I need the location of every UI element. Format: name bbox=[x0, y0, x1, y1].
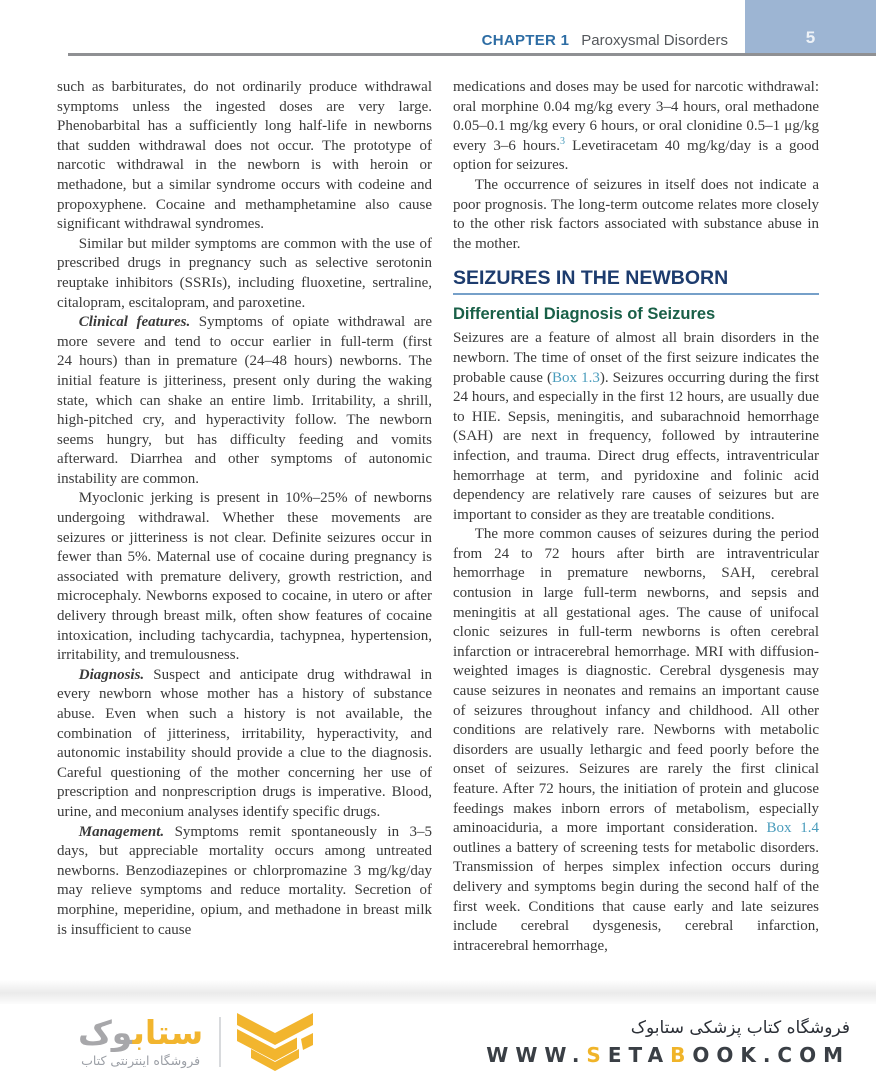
paragraph bbox=[57, 489, 432, 665]
subsection-heading: Differential Diagnosis of Seizures bbox=[453, 305, 716, 324]
paragraph bbox=[57, 666, 432, 823]
chapter-label: CHAPTER 1 bbox=[481, 32, 570, 49]
text-segment: Myoclonic jerking is present in 10%–25% of newborns undergoing withdrawal. Whether these movements are seizures or jitteriness is not clear. Definite seizures occur in fewer than 5%. Maternal use of cocaine during pregnancy is associated with premature delivery, growth restriction, and microcephaly. Newborns exposed to cocaine, in utero or after delivery through breast milk, often show features of cocaine intoxication, including tachycardia, tachypnea, hypertension, irritability, and tremulousness. bbox=[57, 490, 432, 664]
footer-store-info bbox=[486, 1018, 850, 1067]
section-heading: SEIZURES IN THE NEWBORN bbox=[453, 267, 819, 295]
paragraph bbox=[453, 329, 819, 525]
logo-divider bbox=[219, 1017, 221, 1067]
text-segment: outlines a battery of screening tests for metabolic disorders. Transmission of herpes simplex infection occurs during delivery and symptoms begin during the second half of the first week. Conditions that cause early and late seizures include cerebral dysgenesis, cerebral infarction, intracerebral hemorrhage, bbox=[453, 839, 819, 954]
text-segment: The more common causes of seizures during the period from 24 to 72 hours after birth are intraventricular hemorrhage in premature newborns, SAH, cerebral contusion in large full-term newborns, and sepsis and meningitis at all gestational ages. The cause of unifocal clonic seizures in full-term newborns is often cerebral infarction or intracerebral hemorrhage. MRI with diffusion-weighted images is diagnostic. Cerebral dysgenesis may cause seizures in neonates and remains an important cause of seizures throughout infancy and childhood. All other conditions are relatively rare. Newborns with metabolic disorders are usually lethargic and feed poorly before the onset of seizures. Seizures are rarely the first clinical feature. After 72 hours, the initiation of protein and glucose feedings makes inborn errors of metabolism, especially aminoaciduria, a more important consideration. bbox=[453, 526, 819, 837]
text-segment: Levetiracetam 40 mg/kg/day is a good option for seizures. bbox=[453, 137, 819, 174]
store-name-farsi: فروشگاه کتاب پزشکی ستابوک bbox=[630, 1017, 850, 1038]
page-number-box bbox=[745, 0, 876, 53]
text-segment: Symptoms of opiate withdrawal are more severe and tend to occur earlier in full-term (first 24 hours) than in premature (24–48 hours) newborns. The initial feature is jitteriness, present only during the waking state, which can shake an entire limb. Irritability, a shrill, high-pitched cry, and hyperactivity follow. The newborn seems hungry, but has difficulty feeding and vomits afterward. Diarrhea and other symptoms of autonomic instability are common. bbox=[57, 314, 432, 487]
paragraph bbox=[57, 235, 432, 313]
url-segment: OOK.COM bbox=[692, 1042, 850, 1067]
runin-heading: Clinical features. bbox=[78, 314, 191, 331]
cross-reference-link[interactable]: Box 1.4 bbox=[766, 820, 819, 837]
url-accent-b: B bbox=[670, 1042, 693, 1067]
text-segment: medications and doses may be used for narcotic withdrawal: oral morphine 0.04 mg/kg every 3–4 hours, oral methadone 0.05–0.1 mg/kg every 6 hours, or oral clonidine 0.5–1 μg/kg every 3–6 hours. bbox=[453, 79, 819, 154]
chevrons-icon bbox=[237, 1013, 313, 1071]
paragraph bbox=[57, 823, 432, 941]
website-url[interactable] bbox=[486, 1043, 850, 1067]
text-segment: ). Seizures occurring during the first 24 hours, and especially in the first 12 hours, are usually due to HIE. Sepsis, meningitis, and subarachnoid hemorrhage (SAH) are next in frequency, followed by intrauterine infection, and trauma. Direct drug effects, intraventricular hemorrhage at term, and pyridoxine and folinic acid dependency are relatively rare causes of seizures but are important to consider as they are treatable conditions. bbox=[453, 369, 819, 523]
paragraph bbox=[57, 313, 432, 489]
logo-tagline: فروشگاه اینترنتی کتاب bbox=[81, 1053, 201, 1068]
url-segment: WWW. bbox=[486, 1042, 587, 1067]
running-header bbox=[482, 32, 728, 49]
setabook-logo bbox=[78, 1013, 313, 1071]
text-segment: Seizures are a feature of almost all brain disorders in the newborn. The time of onset of the first seizure indicates the probable cause ( bbox=[453, 330, 819, 386]
cross-reference-link[interactable]: Box 1.3 bbox=[551, 369, 600, 386]
paragraph bbox=[453, 525, 819, 956]
logo-wordmark-end: وک bbox=[78, 1013, 133, 1052]
chapter-title: Paroxysmal Disorders bbox=[581, 32, 728, 49]
footer bbox=[0, 1004, 876, 1080]
logo-wordmark-main: ستاب bbox=[132, 1013, 204, 1052]
right-text-column bbox=[453, 78, 819, 1006]
url-accent-s: S bbox=[586, 1042, 608, 1067]
page-number: 5 bbox=[805, 28, 816, 47]
text-segment: Symptoms remit spontaneously in 3–5 days, but appreciable mortality occurs among untreated newborns. Benzodiazepines or chlorpromazine 3 mg/kg/day may relieve symptoms and reduce mortality. Secretion of morphine, meperidine, opium, and methadone in breast milk is insufficient to cause bbox=[57, 823, 432, 938]
header-rule bbox=[68, 53, 876, 56]
left-text-column bbox=[57, 78, 432, 1006]
text-segment: Suspect and anticipate drug withdrawal in every newborn whose mother has a history of substance abuse. Even when such a history is not available, the combination of jitteriness, irritability, hyperactivity, and autonomic instability should provide a clue to the diagnosis. Careful questioning of the mother concerning her use of prescription and nonprescription drugs is imperative. Blood, urine, and meconium analyses identify specific drugs. bbox=[57, 666, 432, 820]
text-segment: Similar but milder symptoms are common with the use of prescribed drugs in pregnancy such as selective serotonin reuptake inhibitors (SSRIs), including fluoxetine, sertraline, citalopram, escitalopram, and paroxetine. bbox=[57, 235, 432, 311]
url-segment: ETA bbox=[607, 1042, 671, 1067]
reference-superscript[interactable]: 3 bbox=[560, 135, 566, 147]
paragraph bbox=[453, 78, 819, 176]
paragraph bbox=[57, 78, 432, 235]
runin-heading: Management. bbox=[78, 823, 165, 840]
runin-heading: Diagnosis. bbox=[78, 666, 145, 683]
text-segment: such as barbiturates, do not ordinarily produce withdrawal symptoms unless the ingested doses are very large. Phenobarbital has a sufficiently long half-life in newborns that sudden withdrawal does not occur. The prototype of narcotic withdrawal in the newborn is with heroin or methadone, but a similar syndrome occurs with codeine and propoxyphene. Cocaine and methamphetamine also cause significant withdrawal syndromes. bbox=[57, 79, 432, 233]
paragraph bbox=[453, 176, 819, 254]
logo-wordmark-block bbox=[78, 1013, 204, 1068]
logo-wordmark bbox=[78, 1013, 204, 1052]
text-segment: The occurrence of seizures in itself does not indicate a poor prognosis. The long-term outcome relates more closely to the other risk factors associated with substance abuse in the mother. bbox=[453, 176, 819, 252]
